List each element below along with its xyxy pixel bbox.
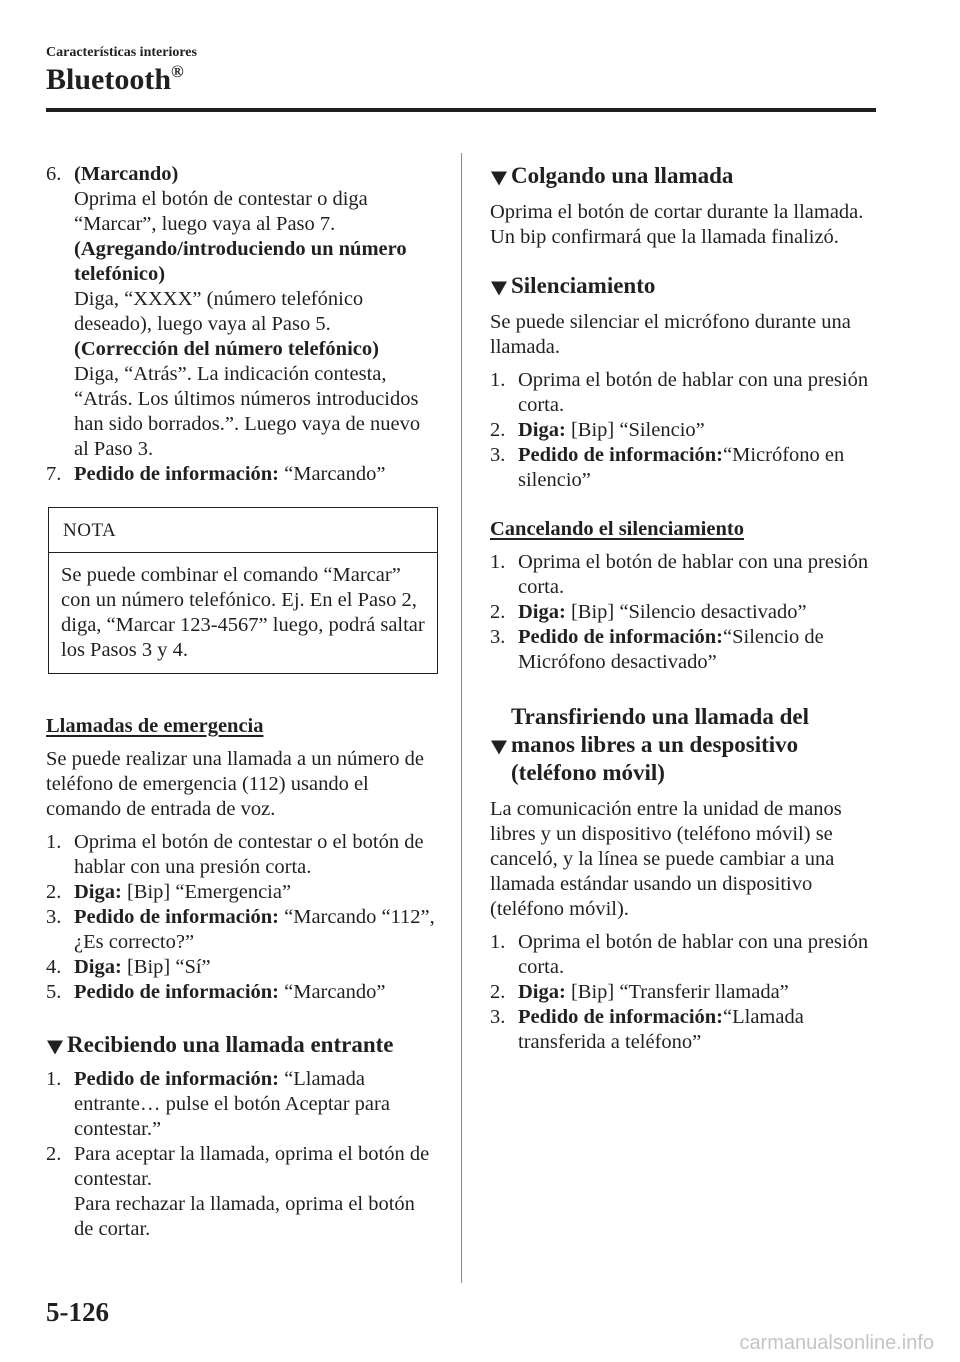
list-item [490,443,878,493]
step-label: Diga: [74,956,122,978]
registered-mark: ® [171,62,184,81]
list-item [46,1067,438,1142]
step-number: 7. [46,463,62,485]
step-7 [46,462,438,487]
step-text: Oprima el botón de contestar o diga “Marcar”, luego vaya al Paso 7. [74,188,368,235]
watermark: carmanualsonline.info [739,1332,934,1354]
step-text: “Marcando “112”, ¿Es correcto?” [74,906,435,953]
step-text: [Bip] “Silencio” [565,419,705,441]
step-number: 2. [490,601,506,623]
step-number: 3. [490,626,506,648]
triangle-bullet-icon [490,167,508,190]
list-item [490,625,878,675]
transfer-steps [490,930,878,1055]
step-label: Pedido de información: [74,906,279,928]
list-item [46,880,438,905]
step-number: 2. [46,1143,62,1165]
step-number: 3. [490,444,506,466]
step-number: 2. [490,419,506,441]
list-item [490,550,878,600]
step-number: 3. [490,1006,506,1028]
step-text: [Bip] “Sí” [121,956,211,978]
step-text: “Llamada entrante… pulse el botón Aceptar para contestar.” [74,1068,390,1140]
note-text: Se puede combinar el comando “Marcar” con un número telefónico. Ej. En el Paso 2, diga, “Marcar 123-4567” luego, podrá saltar los Pasos 3 y 4. [61,564,425,661]
heading-text: Colgando una llamada [511,163,734,188]
emergency-intro: Se puede realizar una llamada a un número de teléfono de emergencia (112) usando el comando de entrada de voz. [46,748,424,820]
mute-heading [490,272,878,300]
hangup-heading [490,162,878,190]
transfer-heading [490,703,878,787]
unmute-steps [490,550,878,675]
step-text: “Silencio de Micrófono desactivado” [518,626,824,673]
list-item [46,980,438,1005]
step-label: Pedido de información: [518,444,723,466]
step-text: Oprima el botón de contestar o el botón de hablar con una presión corta. [74,831,424,878]
step-text: Para rechazar la llamada, oprima el botón de cortar. [74,1193,415,1240]
triangle-bullet-icon [46,1036,64,1059]
transfer-intro: La comunicación entre la unidad de manos libres y un dispositivo (teléfono móvil) se canceló, y la línea se puede cambiar a una llamada estándar usando un dispositivo (teléfono móvil). [490,798,842,920]
step-number: 3. [46,906,62,928]
step-text: Oprima el botón de hablar con una presión corta. [518,369,869,416]
step-number: 1. [490,931,506,953]
list-item [490,368,878,418]
step-text: [Bip] “Transferir llamada” [565,981,789,1003]
triangle-bullet-icon [490,708,508,787]
step-label: Pedido de información: [518,1006,723,1028]
step-number: 1. [490,369,506,391]
column-divider [461,153,462,1283]
right-column [490,162,878,1055]
step-number: 5. [46,981,62,1003]
incoming-heading [46,1031,438,1059]
list-item [46,830,438,880]
list-item [490,600,878,625]
step-label: (Agregando/introduciendo un número telefónico) [74,238,407,285]
page-number: 5-126 [46,1297,109,1327]
mute-steps [490,368,878,493]
step-number: 1. [46,1068,62,1090]
step-label: (Marcando) [74,163,179,185]
step-label: Diga: [518,419,566,441]
heading-text: Recibiendo una llamada entrante [67,1032,394,1057]
incoming-steps [46,1067,438,1242]
step-label: Pedido de información: [74,463,279,485]
step-number: 6. [46,163,62,185]
step-text: Oprima el botón de hablar con una presión corta. [518,931,869,978]
step-label: Diga: [518,981,566,1003]
step-text: [Bip] “Emergencia” [121,881,292,903]
step-number: 1. [46,831,62,853]
step-number: 4. [46,956,62,978]
note-box [48,507,438,674]
list-item [490,418,878,443]
list-item [46,955,438,980]
header-rule [46,108,876,112]
list-item [490,1005,878,1055]
step-label: (Corrección del número telefónico) [74,338,379,360]
step-label: Diga: [518,601,566,623]
step-6 [46,162,438,462]
list-item [490,930,878,980]
step-number: 2. [490,981,506,1003]
list-item [46,1142,438,1242]
step-text: “Llamada transferida a teléfono” [518,1006,804,1053]
step-text: Oprima el botón de hablar con una presión corta. [518,551,869,598]
mute-intro: Se puede silenciar el micrófono durante una llamada. [490,311,851,358]
step-text: “Marcando” [279,463,386,485]
step-text: Diga, “XXXX” (número telefónico deseado), luego vaya al Paso 5. [74,288,364,335]
unmute-subheading: Cancelando el silenciamiento [490,518,744,540]
step-number: 2. [46,881,62,903]
hangup-text: Oprima el botón de cortar durante la llamada. Un bip confirmará que la llamada finalizó. [490,201,864,248]
list-item [46,905,438,955]
step-text: “Micrófono en silencio” [518,444,845,491]
step-text: Diga, “Atrás”. La indicación contesta, “Atrás. Los últimos números introducidos han sido borrados.”. Luego vaya de nuevo al Paso 3. [74,363,421,460]
emergency-subheading: Llamadas de emergencia [46,715,264,737]
heading-text: Transfiriendo una llamada del manos libres a un despositivo (teléfono móvil) [511,704,809,785]
left-column [46,162,438,1242]
heading-text: Silenciamiento [511,273,656,298]
note-title: NOTA [49,508,437,553]
page-title [46,62,184,97]
step-text: Para aceptar la llamada, oprima el botón de contestar. [74,1143,430,1190]
step-label: Pedido de información: [74,1068,279,1090]
step-label: Diga: [74,881,122,903]
step-text: “Marcando” [279,981,386,1003]
triangle-bullet-icon [490,277,508,300]
step-number: 1. [490,551,506,573]
step-label: Pedido de información: [518,626,723,648]
step-label: Pedido de información: [74,981,279,1003]
page-title-text: Bluetooth [46,63,172,96]
list-item [490,980,878,1005]
step-text: [Bip] “Silencio desactivado” [565,601,807,623]
section-label: Características interiores [46,45,197,60]
emergency-steps [46,830,438,1005]
